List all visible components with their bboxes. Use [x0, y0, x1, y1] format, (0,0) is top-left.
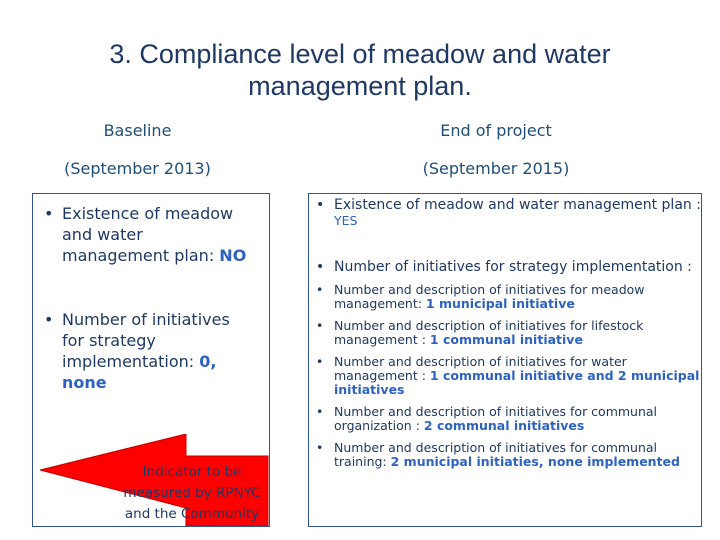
end-list-number [316, 258, 701, 276]
baseline-existence-text: Existence of meadow and water management plan: [62, 204, 234, 265]
end-detail-water-text: Number and description of initiatives for water management : [334, 354, 627, 383]
end-of-project-header [396, 116, 596, 192]
end-existence-value: YES [334, 213, 358, 228]
baseline-item-initiatives [44, 309, 249, 393]
end-detail-organization-text: Number and description of initiatives for communal organization : [334, 404, 658, 433]
end-detail-training-text: Number and description of initiatives for communal training: [334, 440, 658, 469]
baseline-initiatives-value: 0, none [62, 352, 217, 392]
callout-text: Indicator to be measured by RPNYC and the Community [123, 464, 261, 522]
slide-title-line-2: management plan. [248, 71, 472, 101]
end-detail-meadow [316, 283, 701, 311]
baseline-header [40, 116, 235, 192]
end-detail-lifestock [316, 319, 701, 347]
baseline-existence-value: NO [219, 246, 247, 265]
end-detail-water-value: 1 communal initiative and 2 municipal initiatives [334, 368, 700, 397]
baseline-label: Baseline [103, 121, 172, 140]
end-of-project-date: (September 2015) [422, 159, 570, 178]
baseline-list [44, 203, 249, 266]
end-item-existence [316, 196, 701, 228]
baseline-date: (September 2013) [64, 159, 211, 178]
end-details-list [316, 283, 701, 469]
baseline-initiatives-text: Number of initiatives for strategy implementation: [62, 310, 230, 371]
end-detail-meadow-text: Number and description of initiatives for meadow management: [334, 282, 645, 311]
end-detail-meadow-value: 1 municipal initiative [425, 296, 575, 311]
end-list-existence [316, 196, 701, 228]
baseline-item-existence [44, 203, 249, 266]
end-detail-training-value: 2 municipal initiaties, none implemented [390, 454, 680, 469]
end-of-project-label: End of project [440, 121, 552, 140]
end-detail-water [316, 355, 701, 397]
end-existence-text: Existence of meadow and water management plan : [334, 197, 701, 213]
end-detail-training [316, 441, 701, 469]
end-item-number-heading [316, 258, 701, 276]
slide-title-line-1: 3. Compliance level of meadow and water [109, 39, 611, 69]
end-number-heading-text: Number of initiatives for strategy implementation : [334, 259, 692, 275]
end-detail-lifestock-value: 1 communal initiative [429, 332, 583, 347]
end-detail-lifestock-text: Number and description of initiatives for lifestock management : [334, 318, 644, 347]
end-detail-organization-value: 2 communal initiatives [423, 418, 585, 433]
baseline-list-2 [44, 309, 249, 393]
end-detail-organization [316, 405, 701, 433]
slide-title [60, 38, 660, 102]
